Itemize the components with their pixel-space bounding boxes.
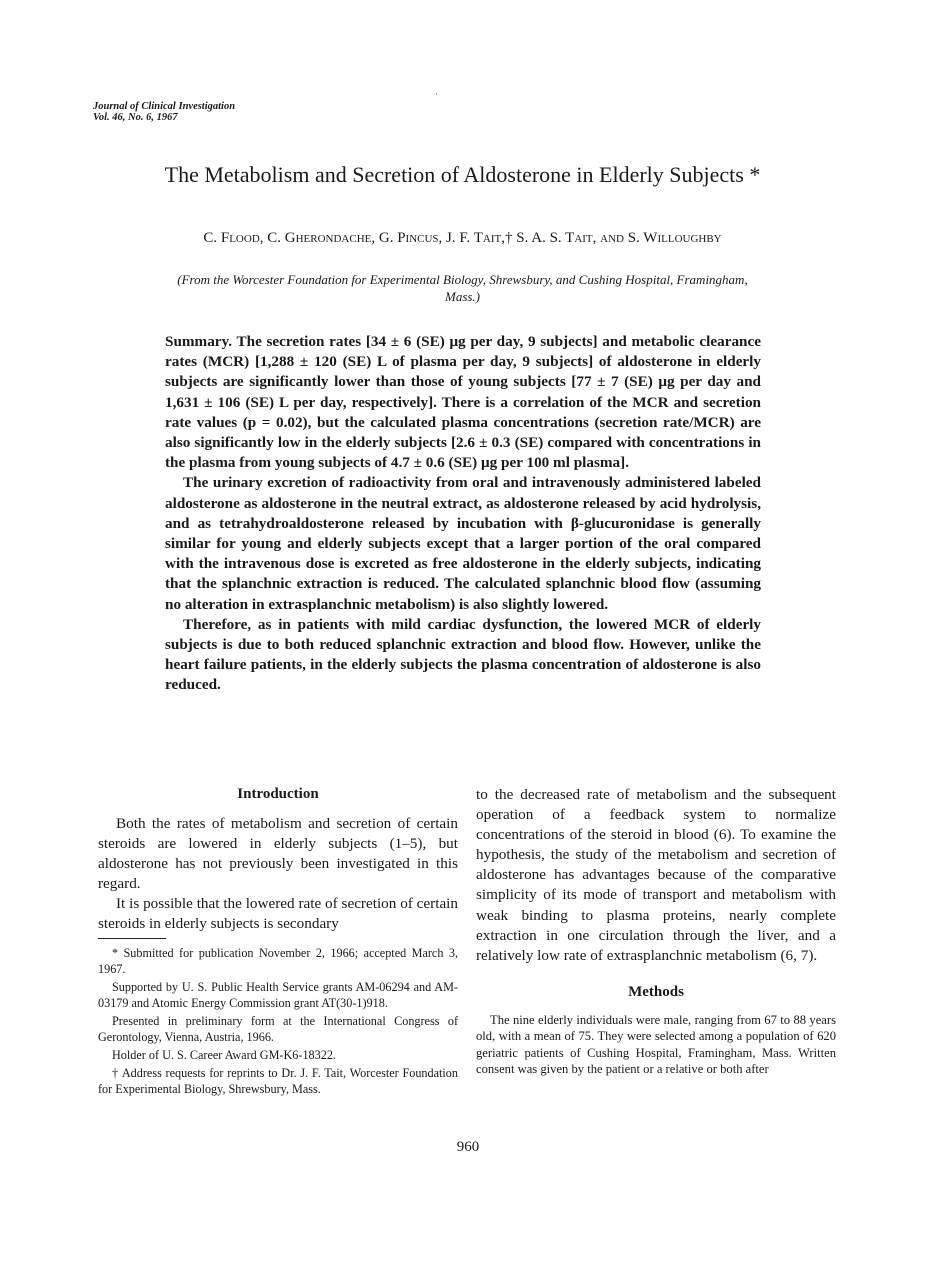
introduction-paragraph-2-continued: to the decreased rate of metabolism and the subsequent operation of a feedback system to normalize concentrations of the steroid in blood (6). To examine the hypothesis, the study of the metabolism and secretion of aldosterone has advantages because of the comparative simplicity of its mode of transport and metabolism with weak binding to plasma proteins, nearly complete extraction in one circulation through the liver, and a relatively low rate of extrasplanchnic metabolism (6, 7).: [476, 786, 836, 964]
journal-citation: [93, 101, 235, 123]
footnote-supported: Supported by U. S. Public Health Service grants AM-06294 and AM-03179 and Atomic Energy Commission grant AT(30-1)918.: [98, 979, 458, 1010]
left-column: [98, 784, 458, 1099]
introduction-paragraph-2: It is possible that the lowered rate of secretion of certain steroids in elderly subjects is secondary: [98, 895, 458, 933]
methods-paragraph-1: The nine elderly individuals were male, ranging from 67 to 88 years old, with a mean of 75. They were selected among a population of 620 geriatric patients of Cushing Hospital, Framingham, Mass. Written consent was given by the patient or a relative or both after: [476, 1012, 836, 1077]
scan-mark: [436, 93, 437, 95]
introduction-paragraph-1: Both the rates of metabolism and secretion of certain steroids are lowered in elderly subjects (1–5), but aldosterone has not previously been investigated in this regard.: [98, 815, 458, 893]
introduction-heading: Introduction: [237, 786, 319, 802]
summary-paragraph-2: The urinary excretion of radioactivity from oral and intravenously administered labeled aldosterone as aldosterone in the neutral extract, as aldosterone released by acid hydrolysis, and as tetrahydroaldosterone released by incubation with β-glucuronidase is generally similar for young and elderly subjects except that a larger portion of the oral compared with the intravenous dose is excreted as free aldosterone in the elderly subjects, indicating that the splanchnic extraction is reduced. The calculated splanchnic blood flow (assuming no alteration in extrasplanchnic metabolism) is also slightly lowered.: [165, 474, 761, 613]
page-number: 960: [456, 1139, 480, 1155]
article-authors: C. Flood, C. Gherondache, G. Pincus, J. F. Tait,† S. A. S. Tait, and S. Willoughby: [203, 230, 722, 246]
article-title: The Metabolism and Secretion of Aldosterone in Elderly Subjects *: [164, 162, 761, 187]
journal-volume: Vol. 46, No. 6, 1967: [93, 112, 178, 123]
right-column: [476, 785, 836, 1077]
article-affiliation: (From the Worcester Foundation for Experimental Biology, Shrewsbury, and Cushing Hospital, Framingham, Mass.): [177, 272, 748, 304]
footnote-reprints: † Address requests for reprints to Dr. J. F. Tait, Worcester Foundation for Experimental Biology, Shrewsbury, Mass.: [98, 1066, 458, 1097]
footnote-presented: Presented in preliminary form at the International Congress of Gerontology, Vienna, Austria, 1966.: [98, 1013, 458, 1045]
methods-heading: Methods: [628, 983, 684, 1000]
footnote-submitted: * Submitted for publication November 2, 1966; accepted March 3, 1967.: [98, 945, 458, 976]
footnote-career-award: Holder of U. S. Career Award GM-K6-18322.: [112, 1048, 336, 1063]
summary-block: [165, 332, 761, 696]
journal-name: Journal of Clinical Investigation: [93, 101, 236, 112]
footnote-rule: [98, 938, 166, 939]
summary-paragraph-1: Summary. The secretion rates [34 ± 6 (SE) μg per day, 9 subjects] and metabolic clearance rates (MCR) [1,288 ± 120 (SE) L of plasma per day, 9 subjects] of aldosterone in elderly subjects are significantly lower than those of young subjects [77 ± 7 (SE) μg per day and 1,631 ± 106 (SE) L per day, respectively]. There is a correlation of the MCR and secretion rate values (p = 0.02), but the calculated plasma concentrations (secretion rate/MCR) are also significantly low in the elderly subjects [2.6 ± 0.3 (SE) compared with concentrations in the plasma from young subjects of 4.7 ± 0.6 (SE) μg per 100 ml plasma].: [165, 333, 761, 472]
summary-paragraph-3: Therefore, as in patients with mild cardiac dysfunction, the lowered MCR of elderly subjects is due to both reduced splanchnic extraction and blood flow. However, unlike the heart failure patients, in the elderly subjects the plasma concentration of aldosterone is also reduced.: [165, 615, 761, 694]
